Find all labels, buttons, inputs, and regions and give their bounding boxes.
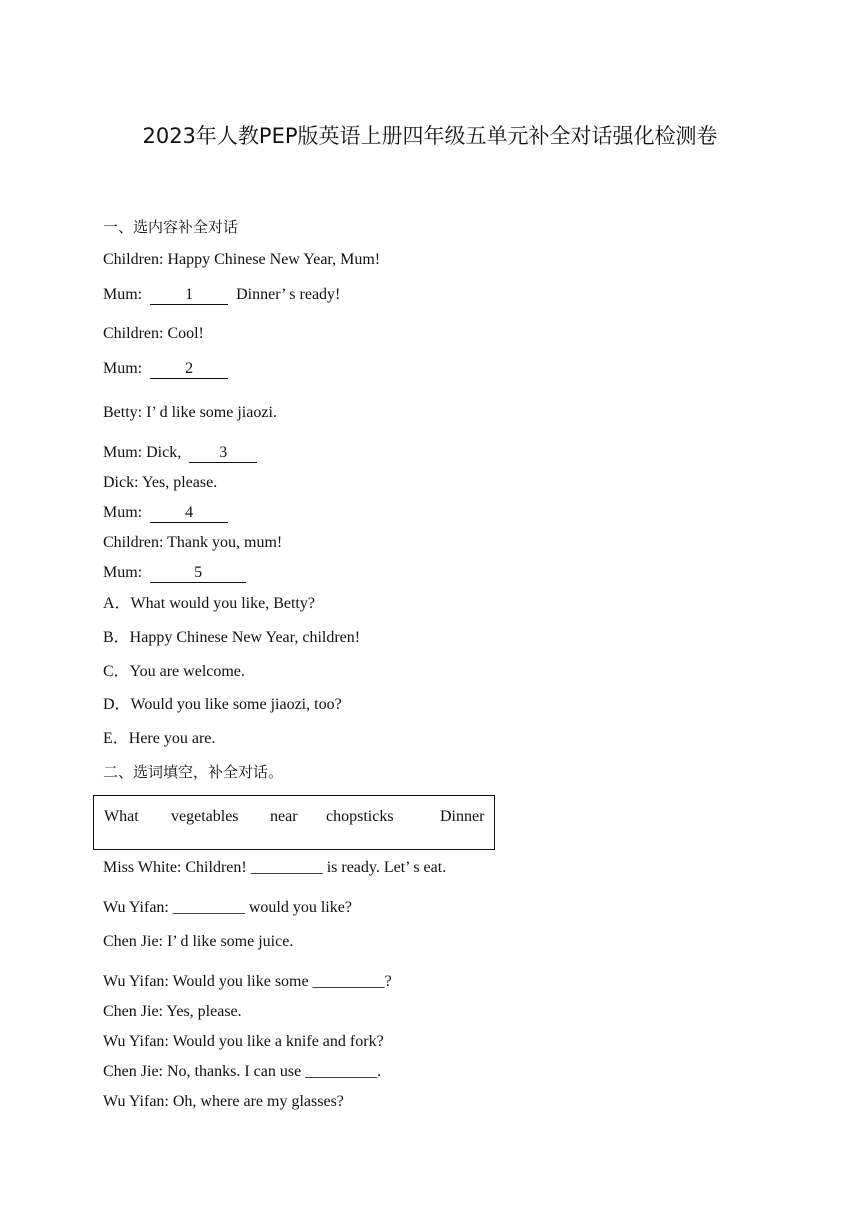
- option-c: C．You are welcome.: [103, 663, 245, 680]
- word-bank-word: vegetables: [171, 808, 239, 825]
- dialogue-line: Wu Yifan: Would you like a knife and fork?: [103, 1033, 384, 1050]
- word-bank-box: [93, 795, 495, 850]
- speaker-prefix: Mum:: [103, 564, 151, 581]
- dialogue-line: Children: Thank you, mum!: [103, 534, 283, 551]
- dialogue-line: Children: Happy Chinese New Year, Mum!: [103, 251, 381, 268]
- dialogue-line: Chen Jie: No, thanks. I can use _________.: [103, 1063, 382, 1080]
- dialogue-line-blank-1: [103, 285, 340, 305]
- option-a: A．What would you like, Betty?: [103, 595, 315, 612]
- dialogue-line: Wu Yifan: _________ would you like?: [103, 899, 352, 916]
- option-b: B．Happy Chinese New Year, children!: [103, 629, 361, 646]
- dialogue-line: Chen Jie: I’ d like some juice.: [103, 933, 294, 950]
- answer-blank-4: 4: [150, 504, 228, 523]
- dialogue-line: Betty: I’ d like some jiaozi.: [103, 404, 277, 421]
- speaker-prefix: Mum:: [103, 286, 151, 303]
- page-title: 2023年人教PEP版英语上册四年级五单元补全对话强化检测卷: [142, 124, 718, 148]
- word-bank-word: What: [104, 808, 139, 825]
- dialogue-line: Children: Cool!: [103, 325, 204, 342]
- section2-heading: 二、选词填空，补全对话。: [103, 763, 284, 781]
- dialogue-line-blank-5: [103, 563, 246, 583]
- line-suffix: Dinner’ s ready!: [228, 286, 341, 303]
- answer-blank-3: 3: [189, 444, 257, 463]
- option-e: E．Here you are.: [103, 730, 216, 747]
- option-d: D．Would you like some jiaozi, too?: [103, 696, 342, 713]
- word-bank-word: chopsticks: [326, 808, 394, 825]
- answer-blank-1: 1: [150, 286, 228, 305]
- speaker-prefix: Mum: Dick,: [103, 444, 190, 461]
- answer-blank-2: 2: [150, 360, 228, 379]
- speaker-prefix: Mum:: [103, 360, 151, 377]
- dialogue-line: Dick: Yes, please.: [103, 474, 218, 491]
- dialogue-line-blank-3: [103, 443, 257, 463]
- dialogue-line-blank-4: [103, 503, 228, 523]
- word-bank-word: near: [270, 808, 298, 825]
- dialogue-line: Miss White: Children! _________ is ready. Let’ s eat.: [103, 859, 447, 876]
- speaker-prefix: Mum:: [103, 504, 151, 521]
- dialogue-line: Wu Yifan: Would you like some _________?: [103, 973, 392, 990]
- section1-heading: 一、选内容补全对话: [103, 218, 239, 236]
- dialogue-line: Wu Yifan: Oh, where are my glasses?: [103, 1093, 344, 1110]
- dialogue-line-blank-2: [103, 359, 228, 379]
- dialogue-line: Chen Jie: Yes, please.: [103, 1003, 242, 1020]
- answer-blank-5: 5: [150, 564, 246, 583]
- word-bank-word: Dinner: [440, 808, 485, 825]
